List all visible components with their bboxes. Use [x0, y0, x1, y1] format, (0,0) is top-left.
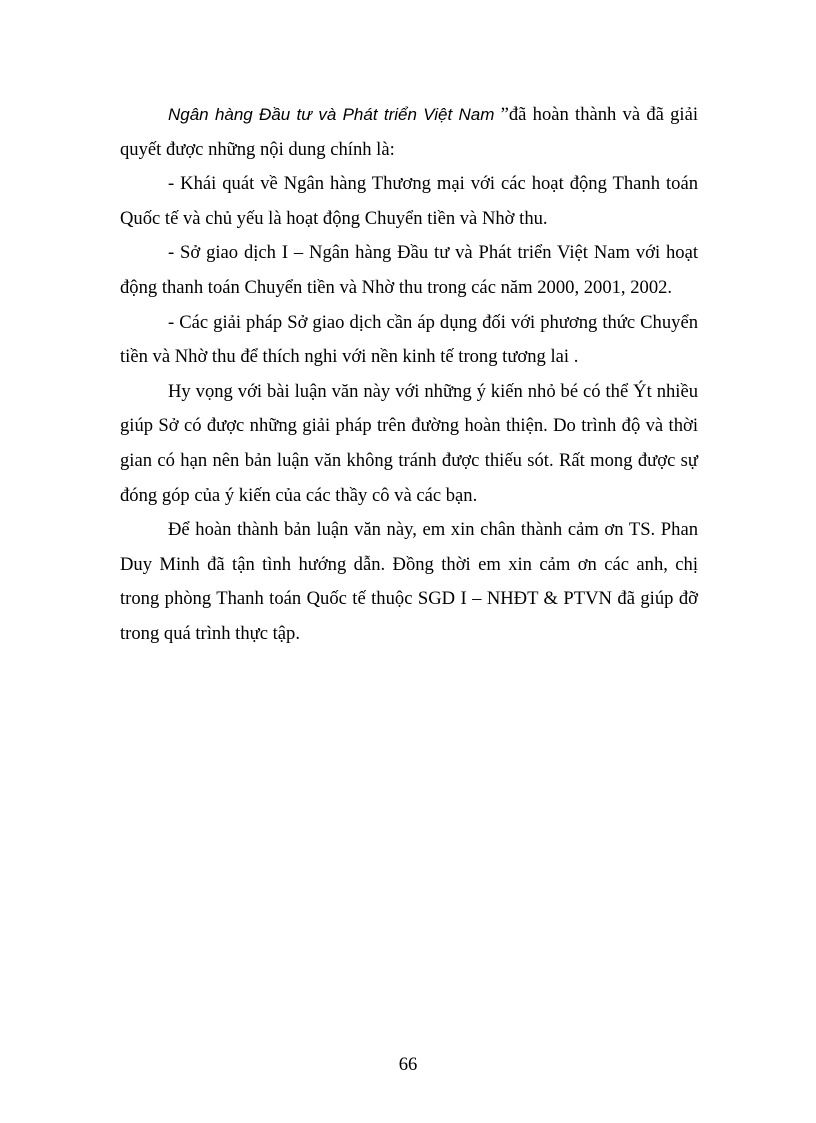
bullet-paragraph: - Khái quát về Ngân hàng Thương mại với các hoạt động Thanh toán Quốc tế và chủ yếu là hoạt động Chuyển tiền và Nhờ thu. [120, 173, 698, 229]
intro-paragraph [120, 98, 698, 167]
thanks-paragraph: Để hoàn thành bản luận văn này, em xin chân thành cảm ơn TS. Phan Duy Minh đã tận tình hướng dẫn. Đồng thời em xin cảm ơn các anh, chị trong phòng Thanh toán Quốc tế thuộc SGD I – NHĐT & PTVN đã giúp đỡ trong quá trình thực tập. [120, 519, 698, 644]
bullet-paragraph: - Các giải pháp Sở giao dịch cần áp dụng đối với phương thức Chuyển tiền và Nhờ thu để thích nghi với nền kinh tế trong tương lai . [120, 311, 698, 368]
page-number: 66 [398, 1054, 418, 1075]
hope-paragraph: Hy vọng với bài luận văn này với những ý kiến nhỏ bé có thể Ýt nhiều giúp Sở có được những giải pháp trên đường hoàn thiện. Do trình độ và thời gian có hạn nên bản luận văn không tránh được thiếu sót. Rất mong được sự đóng góp của ý kiến của các thầy cô và các bạn. [120, 380, 698, 506]
intro-rest: ”đã hoàn thành và đã giải quyết được những nội dung chính là: [120, 104, 698, 160]
body-text [120, 98, 698, 652]
italic-title: Ngân hàng Đầu tư và Phát triển Việt Nam [168, 105, 495, 124]
bullet-paragraph: - Sở giao dịch I – Ngân hàng Đầu tư và Phát triển Việt Nam với hoạt động thanh toán Chuyển tiền và Nhờ thu trong các năm 2000, 2001, 2002. [120, 242, 698, 298]
